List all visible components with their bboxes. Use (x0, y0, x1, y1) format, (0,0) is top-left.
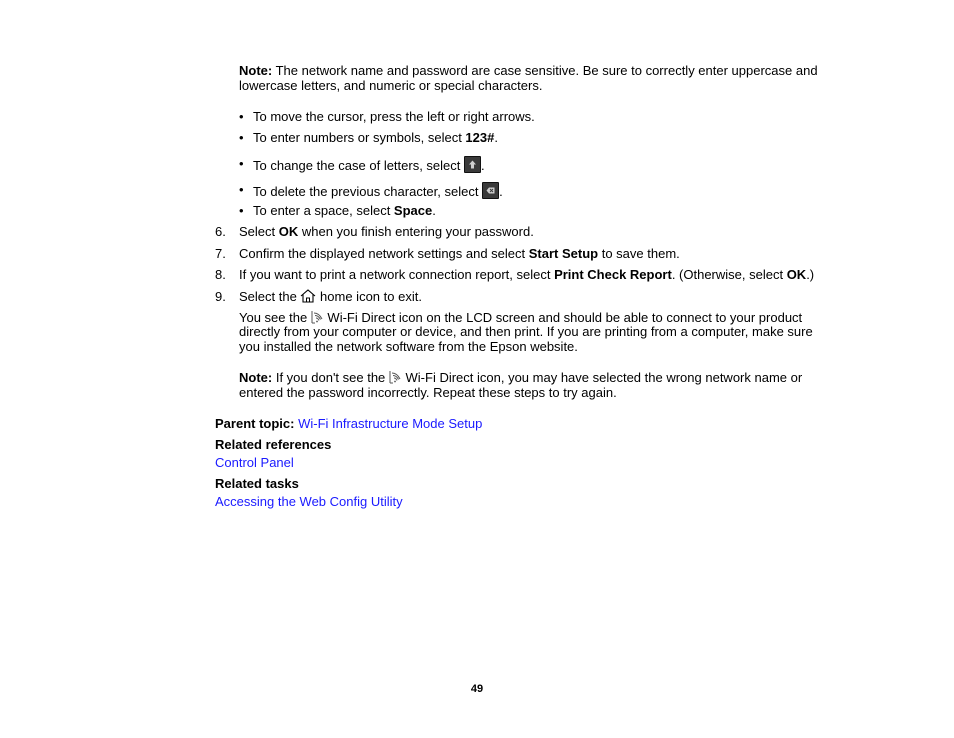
note-2-line-2: entered the password incorrectly. Repeat these steps to try again. (239, 385, 617, 400)
home-icon (300, 289, 316, 303)
step-number: 7. (215, 246, 226, 261)
bullet-text: To change the case of letters, select . (253, 158, 485, 173)
backspace-icon (482, 182, 499, 199)
note-2-line-1: Note: If you don't see the Wi-Fi Direct icon, you may have selected the wrong network name or (239, 370, 803, 385)
bullet-space (239, 203, 436, 218)
step-9 (215, 289, 422, 304)
related-references-heading: Related references (215, 437, 332, 452)
step-number: 8. (215, 267, 226, 282)
parent-topic-link[interactable]: Wi-Fi Infrastructure Mode Setup (298, 416, 483, 431)
step-text: Select the home icon to exit. (239, 289, 422, 304)
key-123-label: 123# (465, 130, 495, 145)
page-number: 49 (470, 683, 484, 695)
control-panel-link[interactable]: Control Panel (215, 455, 294, 470)
result-line-2: directly from your computer or device, and then print. If you are printing from a computer, make sure (239, 324, 813, 339)
bullet-text: To delete the previous character, select . (253, 184, 503, 199)
bullet-text: To enter numbers or symbols, select 123#. (253, 130, 498, 145)
bullet-dot: • (239, 109, 244, 124)
related-references-list (215, 455, 294, 470)
wifi-direct-icon (389, 370, 402, 384)
shift-case-icon (464, 156, 481, 173)
bullet-delete-character (239, 182, 503, 199)
bullet-dot: • (239, 156, 244, 171)
key-space-label: Space (393, 203, 433, 218)
related-tasks-list (215, 494, 403, 509)
parent-topic (215, 416, 482, 431)
step-number: 6. (215, 224, 226, 239)
related-tasks-heading: Related tasks (215, 476, 299, 491)
step-text: Confirm the displayed network settings and select Start Setup to save them. (239, 246, 680, 261)
step-text: Select OK when you finish entering your password. (239, 224, 534, 239)
bullet-numbers-symbols (239, 130, 498, 145)
bullet-change-case (239, 156, 485, 173)
note-1-line-1 (239, 63, 818, 78)
note-1-line-2: lowercase letters, and numeric or special characters. (239, 78, 543, 93)
step-7 (215, 246, 680, 261)
note-2-label: Note: (239, 370, 273, 385)
parent-topic-label: Parent topic: (215, 416, 295, 431)
bullet-dot: • (239, 130, 244, 145)
result-line-3: you installed the network software from the Epson website. (239, 339, 578, 354)
wifi-direct-icon (311, 310, 324, 324)
step-8 (215, 267, 815, 282)
note-1-label: Note: (239, 63, 273, 78)
web-config-utility-link[interactable]: Accessing the Web Config Utility (215, 494, 403, 509)
bullet-dot: • (239, 203, 244, 218)
result-line-1: You see the Wi-Fi Direct icon on the LCD screen and should be able to connect to your product (239, 310, 803, 325)
bullet-text: To move the cursor, press the left or right arrows. (253, 109, 535, 124)
step-6 (215, 224, 534, 239)
note-1-text: The network name and password are case sensitive. Be sure to correctly enter uppercase and (275, 63, 818, 78)
bullet-text: To enter a space, select Space. (253, 203, 436, 218)
bullet-dot: • (239, 182, 244, 197)
bullet-move-cursor (239, 109, 535, 124)
step-number: 9. (215, 289, 226, 304)
step-text: If you want to print a network connection report, select Print Check Report. (Otherwise, select OK.) (239, 267, 815, 282)
